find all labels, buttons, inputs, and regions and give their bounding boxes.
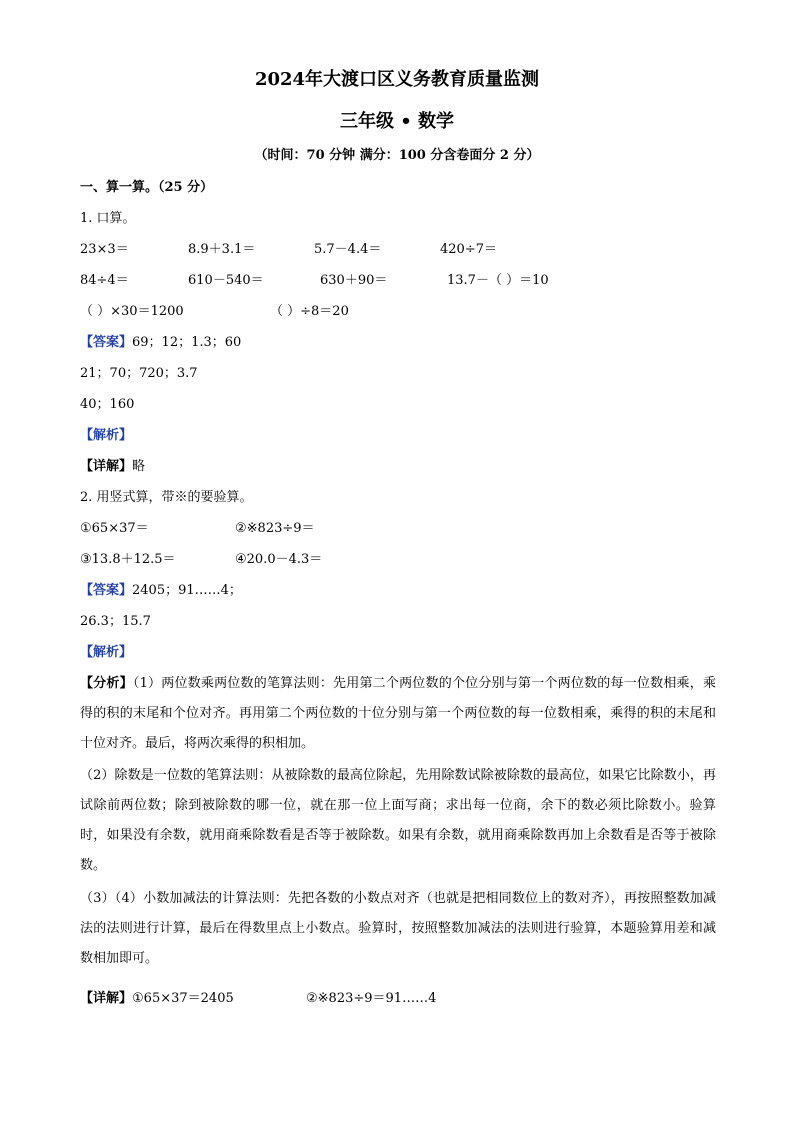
analysis-text: （1）两位数乘两位数的笔算法则：先用第二个两位数的个位分别与第一个两位数的每一位数相乘，乘得的积的末尾和个位对齐。再用第二个两位数的十位分别与第一个两位数的每一位数相乘，乘得的积的末尾和十位对齐。最后，将两次乘得的积相加。 [80,676,716,751]
detail-tag: 【详解】 [80,459,133,474]
q2-item: ④20.0－4.3＝ [235,552,323,567]
answer-text: 21；70；720；3.7 [80,366,198,381]
q1-label: 1. 口算。 [80,211,136,226]
answer-text: 2405；91……4； [132,583,242,598]
q1-detail-line [80,459,145,475]
q1-item: 420÷7＝ [440,242,497,257]
q2-answer-line [80,583,242,599]
analysis-tag: 【解析】 [80,428,133,443]
detail-tag: 【详解】 [80,991,133,1006]
section-heading: 一、算一算。（25 分） [80,180,214,195]
q1-item: 630＋90＝ [320,273,388,288]
q2-item: ②※823÷9＝ [235,521,315,536]
q1-item: 8.9＋3.1＝ [188,242,256,257]
q1-item: 23×3＝ [80,242,129,257]
q1-item: 610－540＝ [188,273,264,288]
q1-item: 84÷4＝ [80,273,129,288]
q2-item: ③13.8＋12.5＝ [80,552,176,567]
exam-info: （时间：70 分钟 满分：100 分含卷面分 2 分） [254,148,540,163]
q1-item: （ ）×30＝1200 [80,304,184,319]
exam-title: 2024年大渡口区义务教育质量监测 [254,69,540,90]
subject-title: 三年级 • 数学 [339,111,455,132]
q1-answer-line [80,335,241,351]
detail-text: 略 [132,459,146,474]
analysis-paragraph: （3）（4）小数加减法的计算法则：先把各数的小数点对齐（也就是把相同数位上的数对齐），再按照整数加减法的法则进行计算，最后在得数里点上小数点。验算时，按照整数加减法的法则进行验算，本题验算用差和减数相加即可。 [80,891,716,966]
q2-item: ①65×37＝ [80,521,149,536]
answer-text: 69；12；1.3；60 [132,335,242,350]
q1-item: 5.7－4.4＝ [314,242,382,257]
q2-detail-line [80,991,234,1007]
answer-tag: 【答案】 [80,583,133,598]
q1-item: （ ）÷8＝20 [270,304,349,319]
detail-text: ①65×37＝2405 [132,991,234,1006]
analysis-paragraph [80,669,716,759]
analysis-subtag: 【分析】 [80,676,133,691]
q2-label: 2. 用竖式算，带※的要验算。 [80,490,253,505]
detail-text: ②※823÷9＝91……4 [306,991,437,1006]
analysis-tag: 【解析】 [80,645,133,660]
answer-tag: 【答案】 [80,335,133,350]
analysis-paragraph: （2）除数是一位数的笔算法则：从被除数的最高位除起，先用除数试除被除数的最高位，如果它比除数小，再试除前两位数；除到被除数的哪一位，就在那一位上面写商；求出每一位商，余下的数必须比除数小。验算时，如果没有余数，就用商乘除数看是否等于被除数。如果有余数，就用商乘除数再加上余数看是否等于被除数。 [80,768,716,873]
answer-text: 26.3；15.7 [80,614,151,629]
q1-item: 13.7－（ ）＝10 [447,273,549,288]
answer-text: 40；160 [80,397,135,412]
